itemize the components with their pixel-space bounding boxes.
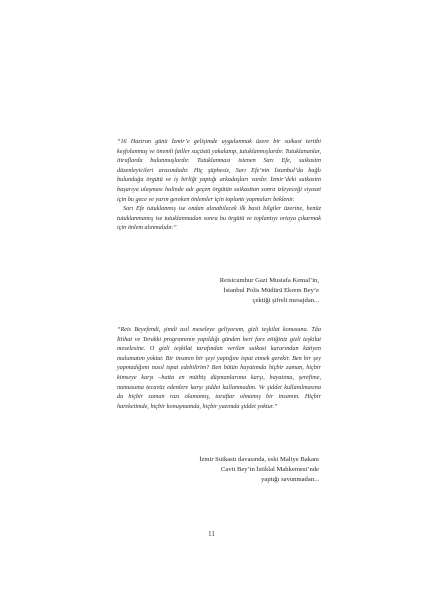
attribution-line: İzmir Suikastı davasında, eski Maliye Bakanı xyxy=(199,456,319,463)
page-number: 11 xyxy=(208,530,215,538)
attribution-cavit-bey xyxy=(129,455,319,484)
attribution-line: Cavit Bey’in İstiklal Mahkemesi’nde xyxy=(221,465,319,473)
attribution-line: İstanbul Polis Müdürü Ekrem Bey’e xyxy=(223,286,319,294)
quote-paragraph: Sarı Efe tutuklanmış ise ondan alınabilecek ilk basit bilgiler üzerine, henüz tutuklanmamış ise tutuklanmadan sonra bu örgütü ve toplantıyı ortaya çıkarmak için önlem alınmalıdır.” xyxy=(117,205,321,232)
quote-paragraph: “16 Haziran günü İzmir’e gelişimde uygulanmak üzere bir suikast tertibi keşfolunmuş ve önemli failler suçüstü yakalanıp, tutuklanmışlardır. Tutuklananlar, itiraflarda bulunmuşlardır. Tutuklanması istenen Sarı Efe, suikastın düzenleyicileri arasındadır. Hiç şüphesiz, Sarı Efe’nin İstanbul’da bağlı bulunduğu örgütü ve iş birliği yaptığı arkadaşları vardır. İzmir’deki suikastın başarıya ulaşması halinde adı geçen örgütün suikasttan sonra izleyeceği siyaset için bu gece ve yarın gereken önlemler için toplantı yapmaları beklenir. xyxy=(117,138,321,203)
attribution-line: çektiği şifreli mesajdan... xyxy=(252,296,319,304)
attribution-line: Reisicumhur Gazi Mustafa Kemal’in, xyxy=(219,277,319,284)
quote-mustafa-kemal xyxy=(117,137,321,233)
attribution-mustafa-kemal xyxy=(129,276,319,305)
quote-cavit-bey xyxy=(117,325,321,411)
quote-paragraph: “Reis Beyefendi, şimdi asıl meseleye geliyorum, gizli teşkilat konusuna. Tâa İttihat ve Terakki programının yapıldığı günden beri farz ettiğiniz gizli teşkilat meselesine. O gizli teşkilat tarafından verilen suikast kararından katiyen malumatım yoktur. Bir insanın bir şeyi yaptığını ispat etmek gerekir. Ben bir şey yapmadığımı nasıl ispat edebilirim? Ben bütün hayatımda hiçbir zaman, hiçbir kimseye karşı –hatta en müthiş düşmanlarıma karşı, hayatıma, şerefime, namusuma tecavüz edenlere karşı şiddet kullanmadım. Ve şiddet kullanılmasına da hiçbir zaman razı olamamış, taraftar olmamış bir insanım. Hiçbir hareketimde, hiçbir konuşmamda, hiçbir yazımda şiddet yoktur.” xyxy=(117,326,321,410)
attribution-line: yaptığı savunmadan... xyxy=(261,475,319,483)
